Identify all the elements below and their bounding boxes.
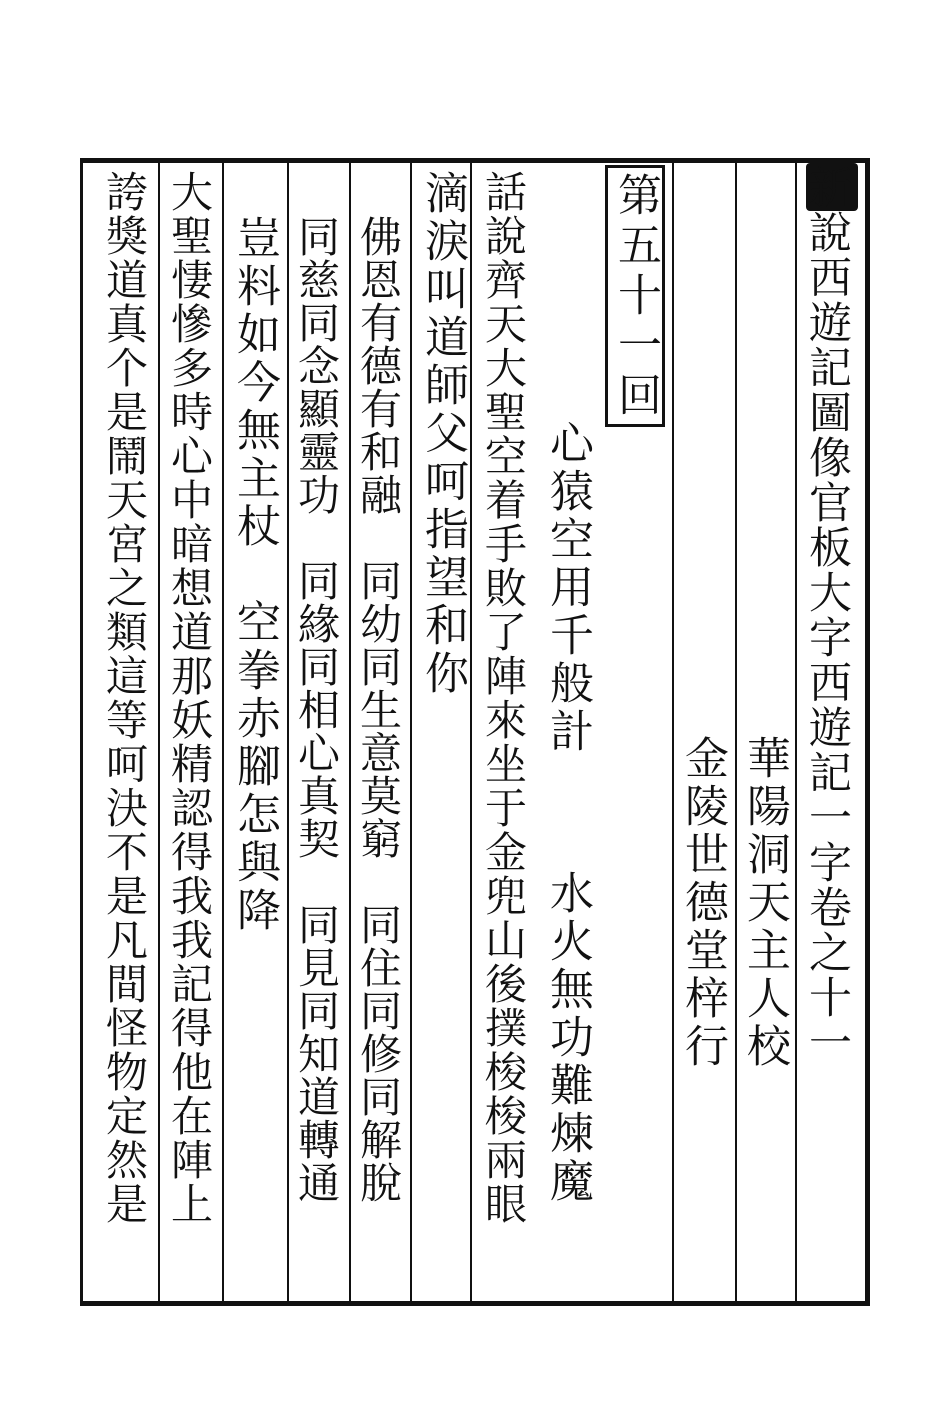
body-column-2: 滴淚叫道師父呵指望和你 [417, 170, 468, 698]
book-title: 新說西遊記圖像官板大字西遊記一字卷之十一 [802, 165, 852, 1065]
chapter-title-box [605, 165, 665, 427]
chapter-couplet-first: 心猿空用千般計 [542, 420, 593, 756]
column-rule [795, 163, 797, 1301]
chapter-number: 第五十一回 [610, 172, 661, 422]
chapter-couplet-second: 水火無功難煉魔 [542, 870, 593, 1206]
body-column-3: 大聖悽慘多時心中暗想道那妖精認得我我記得他在陣上 [165, 170, 214, 1226]
column-rule [735, 163, 737, 1301]
column-rule [672, 163, 674, 1301]
body-column-4: 誇獎道真个是鬧天宮之類這等呵決不是凡間怪物定然是 [100, 170, 149, 1226]
body-column-1: 話說齊天大聖空着手敗了陣來坐于金兜山後撲梭梭兩眼 [479, 170, 528, 1226]
column-rule [470, 163, 472, 1301]
column-rule [287, 163, 289, 1301]
column-rule [349, 163, 351, 1301]
column-rule [222, 163, 224, 1301]
column-rule [410, 163, 412, 1301]
proofreader-credit: 華陽洞天主人校 [739, 735, 790, 1071]
publisher-credit: 金陵世德堂梓行 [677, 735, 728, 1071]
verse-column-2: 同慈同念顯靈功 同緣同相心真契 同見同知道轉通 [292, 215, 341, 1204]
verse-column-1: 佛恩有德有和融 同幼同生意莫窮 同住同修同解脫 [354, 215, 403, 1204]
verse-column-3: 豈料如今無主杖 空拳赤腳怎與降 [229, 215, 280, 935]
column-rule [158, 163, 160, 1301]
